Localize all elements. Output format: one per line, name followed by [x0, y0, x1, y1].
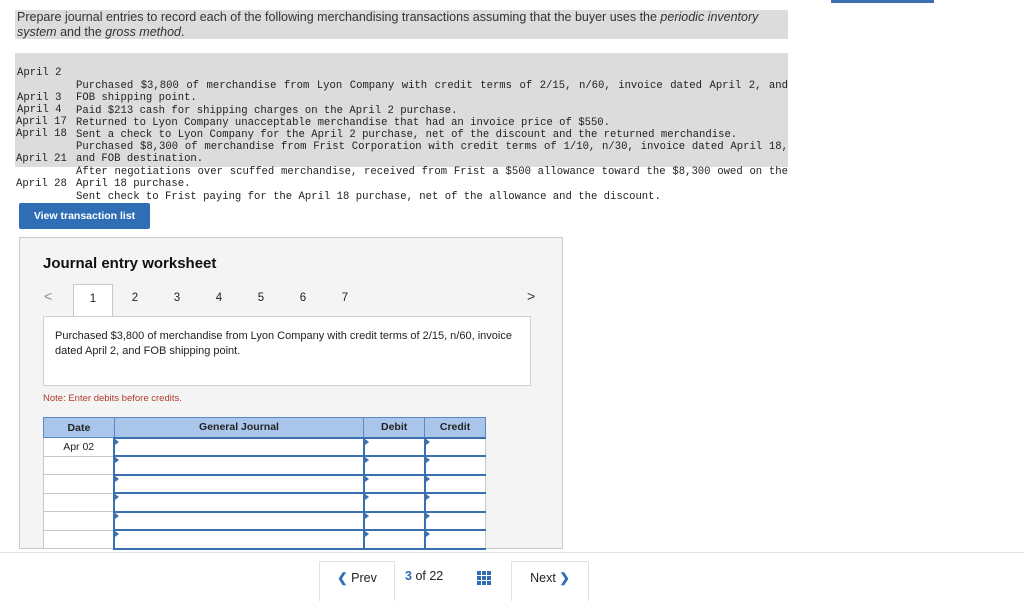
journal-date-cell [44, 530, 115, 549]
journal-date-cell [44, 456, 115, 475]
prev-label: Prev [351, 571, 377, 585]
question-emphasis-periodic: periodic inventory system [17, 10, 759, 39]
transaction-date: April 3 [17, 92, 62, 105]
worksheet-title: Journal entry worksheet [43, 255, 217, 272]
debit-column-header: Debit [364, 418, 425, 438]
entry-description: Purchased $3,800 of merchandise from Lyon Company with credit terms of 2/15, n/60, invoice dated April 2, and FOB shipping point. [43, 316, 531, 386]
general-journal-table [43, 417, 486, 550]
tab-entry-7[interactable]: 7 [341, 292, 349, 304]
transaction-text: After negotiations over scuffed merchandise, received from Frist a $500 allowance toward the $8,300 owed on the April 18 purchase. [76, 165, 788, 191]
debit-input[interactable] [364, 493, 425, 512]
journal-entry-worksheet [19, 237, 563, 549]
credit-input[interactable] [425, 438, 486, 457]
transaction-date: April 21 [16, 153, 67, 166]
credit-column-header: Credit [425, 418, 486, 438]
entry-note: Note: Enter debits before credits. [43, 393, 182, 404]
credit-input[interactable] [425, 530, 486, 549]
transaction-text: Purchased $3,800 of merchandise from Lyon Company with credit terms of 2/15, n/60, invoice dated April 2, and FOB shipping point. [76, 79, 788, 105]
of-label: of [415, 569, 426, 583]
chevron-right-icon: ❯ [559, 571, 570, 585]
debit-input[interactable] [364, 530, 425, 549]
question-text-part: Prepare journal entries to record each of the following merchandising transactions assuming that the buyer uses the [17, 10, 661, 24]
view-transaction-list-button[interactable]: View transaction list [19, 203, 150, 229]
prev-entry-icon[interactable]: < [44, 288, 53, 304]
journal-row [44, 438, 486, 457]
question-emphasis-gross: gross method [105, 25, 181, 39]
tab-entry-4[interactable]: 4 [215, 292, 223, 304]
journal-row [44, 475, 486, 494]
date-column-header: Date [44, 418, 115, 438]
chevron-left-icon: ❮ [337, 571, 348, 585]
transaction-text: Returned to Lyon Company unacceptable merchandise that had an invoice price of $550. [76, 116, 611, 129]
question-navigation-footer [0, 553, 1024, 601]
credit-input[interactable] [425, 475, 486, 494]
journal-date-cell: Apr 02 [44, 438, 115, 457]
question-counter [405, 569, 443, 583]
question-prompt [17, 10, 787, 40]
journal-date-cell [44, 475, 115, 494]
journal-date-cell [44, 512, 115, 531]
account-input[interactable] [114, 512, 363, 531]
debit-input[interactable] [364, 475, 425, 494]
journal-row [44, 530, 486, 549]
account-input[interactable] [114, 493, 363, 512]
transaction-date: April 28 [16, 178, 67, 191]
prev-question-button[interactable] [319, 561, 395, 601]
debit-input[interactable] [364, 512, 425, 531]
total-question-count: 22 [429, 569, 444, 583]
account-input[interactable] [114, 438, 363, 457]
transaction-date: April 18 [16, 128, 67, 141]
journal-row [44, 512, 486, 531]
tab-entry-2[interactable]: 2 [131, 292, 139, 304]
debit-input[interactable] [364, 456, 425, 475]
journal-row [44, 493, 486, 512]
account-input[interactable] [114, 530, 363, 549]
top-accent-bar [831, 0, 934, 3]
next-label: Next [530, 571, 556, 585]
journal-date-cell [44, 493, 115, 512]
transaction-date: April 17 [16, 116, 67, 129]
credit-input[interactable] [425, 456, 486, 475]
transaction-list [15, 53, 788, 203]
credit-input[interactable] [425, 512, 486, 531]
current-question-number: 3 [405, 569, 412, 583]
next-entry-icon[interactable]: > [527, 288, 536, 304]
question-grid-icon[interactable] [477, 571, 491, 585]
tab-entry-5[interactable]: 5 [257, 292, 265, 304]
account-input[interactable] [114, 456, 363, 475]
transaction-text: Sent check to Frist paying for the April 18 purchase, net of the allowance and the discount. [76, 190, 661, 203]
journal-column-header: General Journal [114, 418, 363, 438]
journal-row [44, 456, 486, 475]
tab-entry-6[interactable]: 6 [299, 292, 307, 304]
next-question-button[interactable] [511, 561, 589, 601]
transaction-date: April 2 [17, 67, 62, 80]
transaction-text: Paid $213 cash for shipping charges on the April 2 purchase. [76, 104, 458, 117]
account-input[interactable] [114, 475, 363, 494]
credit-input[interactable] [425, 493, 486, 512]
transaction-text: Purchased $8,300 of merchandise from Frist Corporation with credit terms of 1/10, n/30, invoice dated April 18, and FOB destination. [76, 140, 788, 166]
tab-entry-1[interactable]: 1 [73, 284, 113, 316]
question-text-part: . [180, 25, 185, 39]
transaction-date: April 4 [17, 104, 62, 117]
debit-input[interactable] [364, 438, 425, 457]
transaction-text: Sent a check to Lyon Company for the April 2 purchase, net of the discount and the returned merchandise. [76, 128, 738, 141]
journal-header-row [44, 418, 486, 438]
tab-entry-3[interactable]: 3 [173, 292, 181, 304]
question-text-part: and the [56, 25, 106, 39]
